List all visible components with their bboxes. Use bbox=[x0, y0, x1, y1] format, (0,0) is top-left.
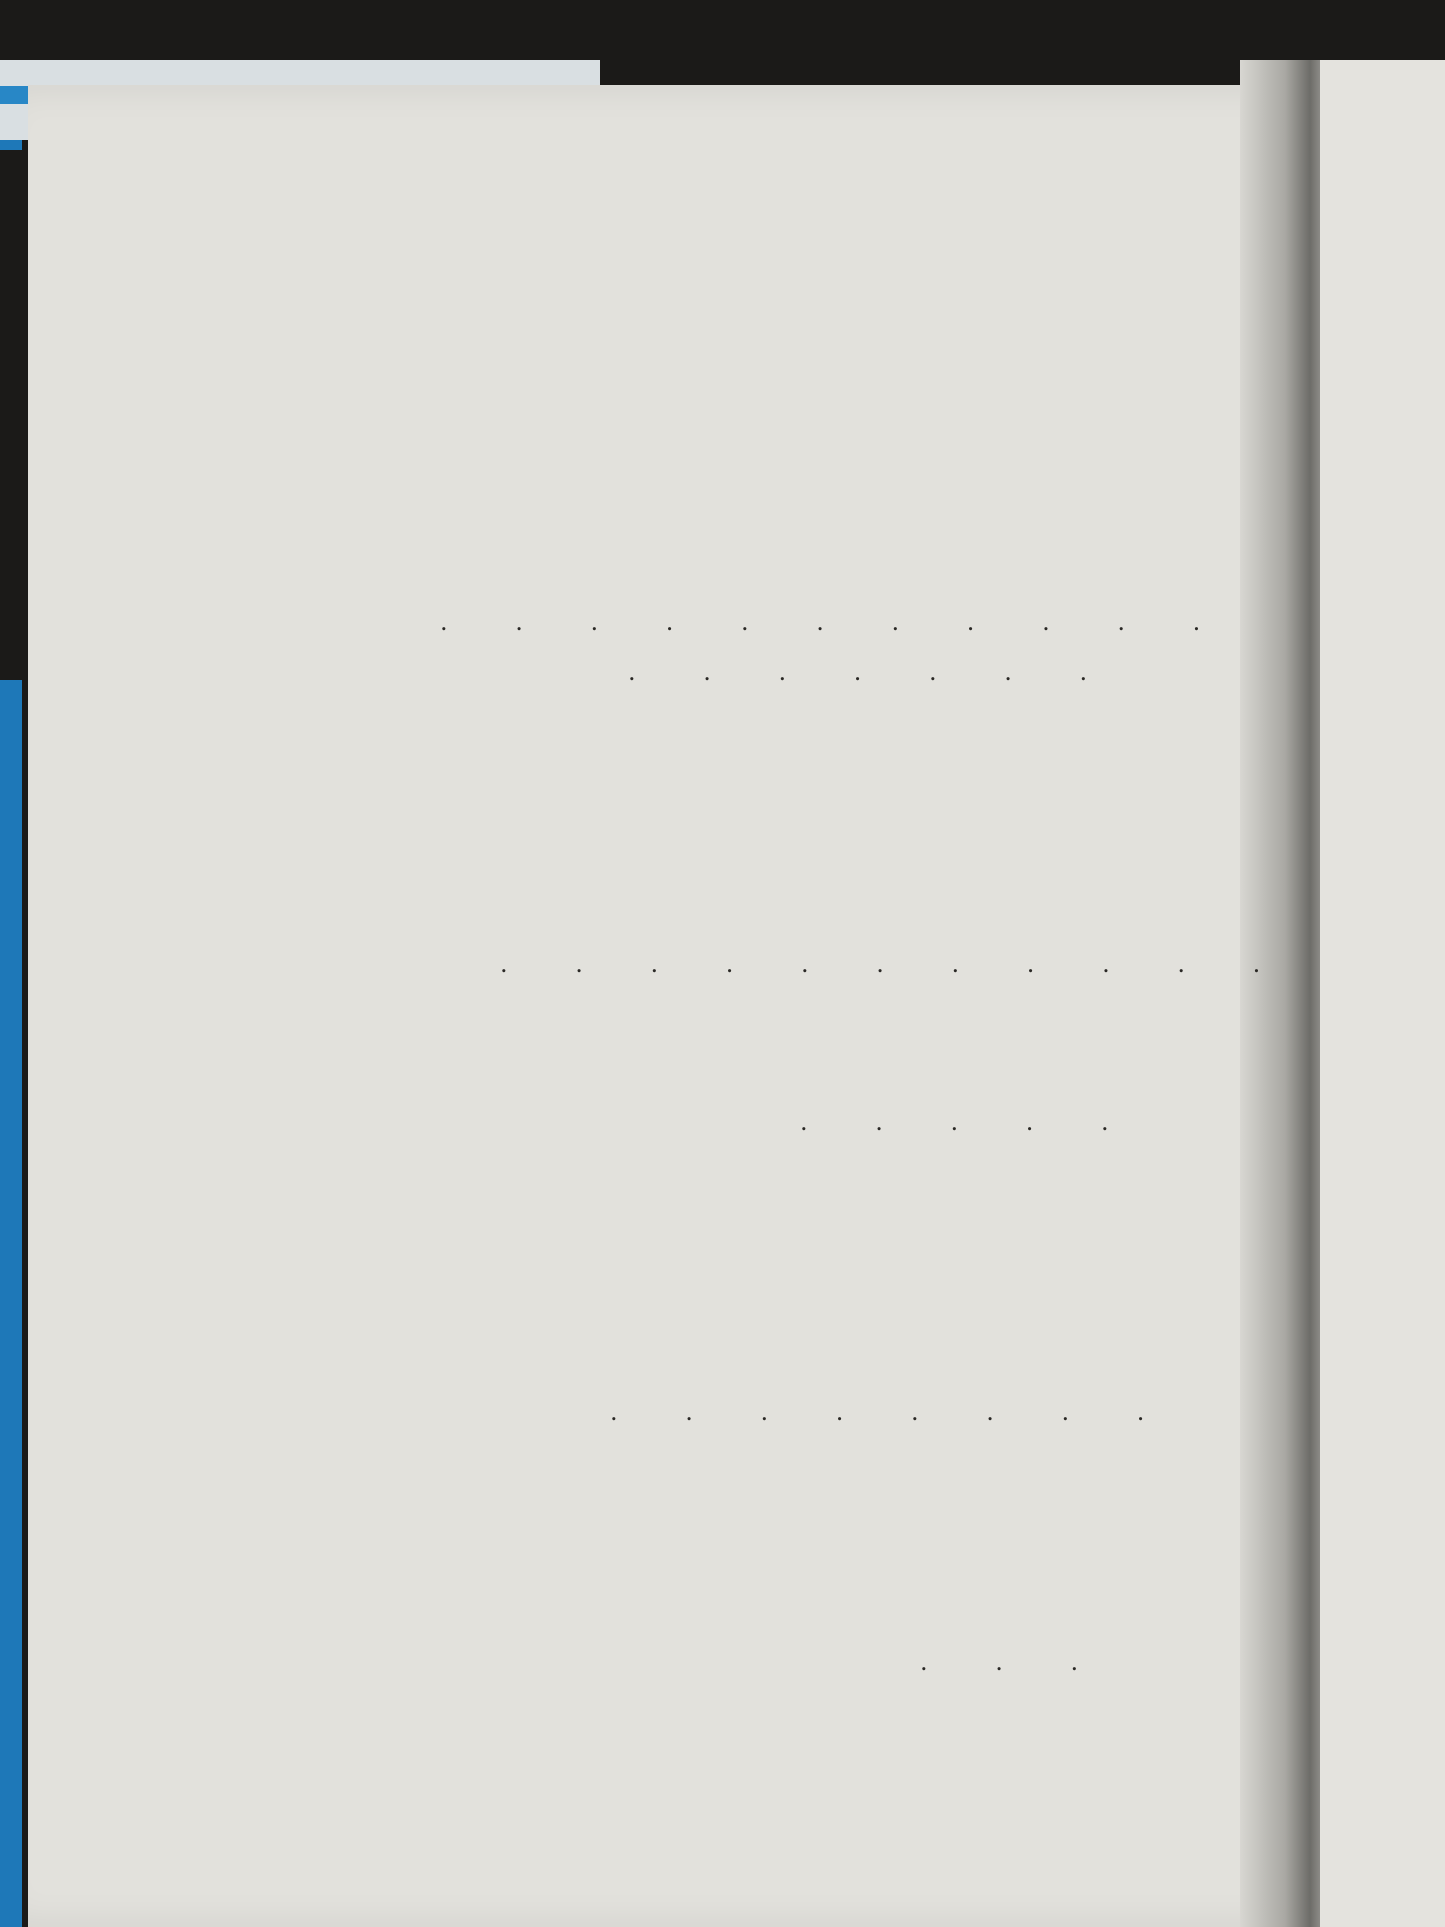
leader-dots: . . . . . . . . . . . bbox=[440, 608, 1231, 636]
leader-dots: . . . . . . . . bbox=[610, 1398, 1175, 1426]
leader-dots: . . . bbox=[920, 1648, 1109, 1676]
leader-dots: . . . . . . . . . . . bbox=[500, 950, 1291, 978]
leader-dots: . . . . . . . bbox=[628, 658, 1118, 686]
leader-dots: . . . . . bbox=[800, 1108, 1139, 1136]
